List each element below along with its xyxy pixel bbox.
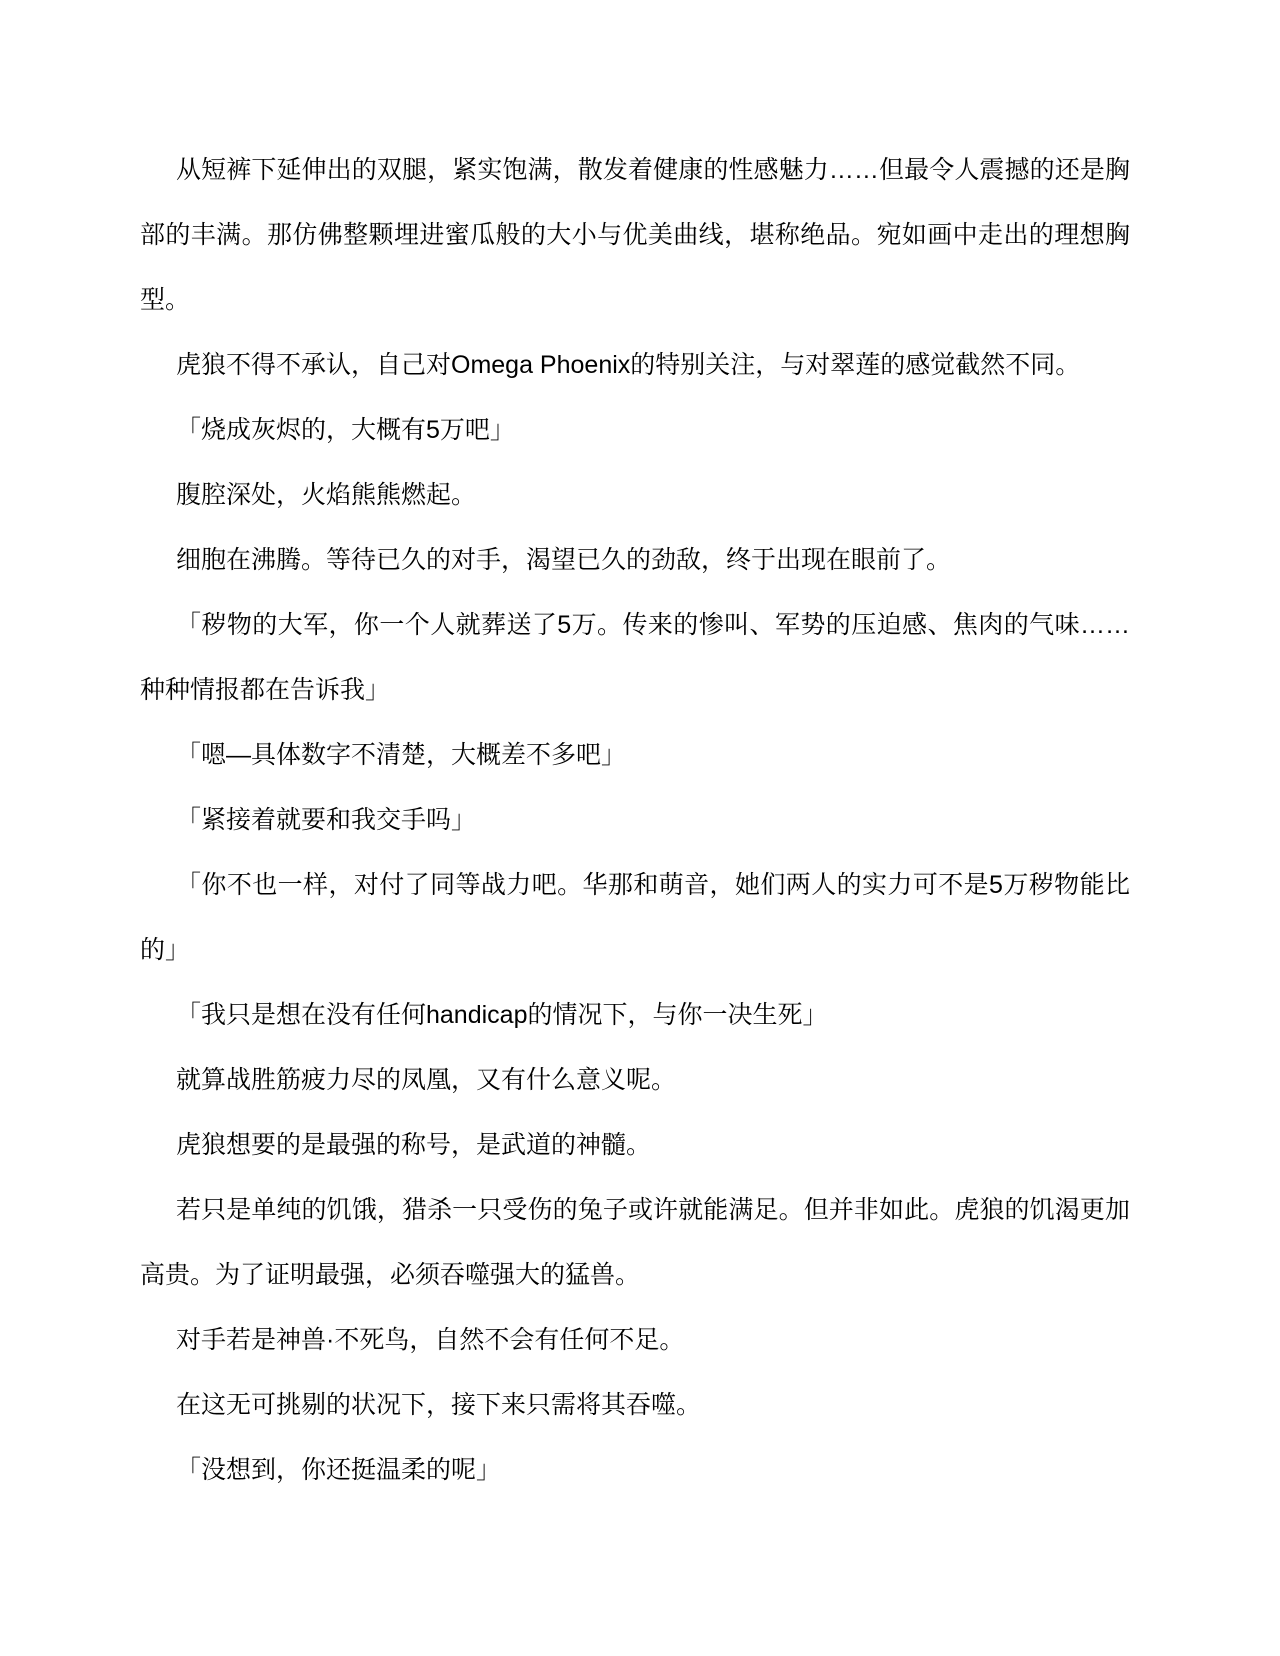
paragraph-15: 在这无可挑剔的状况下，接下来只需将其吞噬。: [176, 1391, 702, 1419]
paragraph-5: 细胞在沸腾。等待已久的对手，渴望已久的劲敌，终于出现在眼前了。: [176, 546, 952, 574]
paragraph-9: 「你不也一样，对付了同等战力吧。华那和萌音，她们两人的实力可不是5万秽物能比的」: [140, 871, 1130, 964]
paragraph-13: 若只是单纯的饥饿，猎杀一只受伤的兔子或许就能满足。但并非如此。虎狼的饥渴更加高贵。为了证明最强，必须吞噬强大的猛兽。: [140, 1196, 1130, 1289]
paragraph-4: 腹腔深处，火焰熊熊燃起。: [176, 481, 477, 509]
paragraph-8: 「紧接着就要和我交手吗」: [176, 806, 477, 834]
paragraph-1: 从短裤下延伸出的双腿，紧实饱满，散发着健康的性感魅力……但最令人震撼的还是胸部的丰满。那仿佛整颗埋进蜜瓜般的大小与优美曲线，堪称绝品。宛如画中走出的理想胸型。: [140, 156, 1130, 314]
paragraph-16: 「没想到，你还挺温柔的呢」: [176, 1456, 502, 1484]
paragraph-10: 「我只是想在没有任何handicap的情况下，与你一决生死」: [176, 1001, 828, 1029]
paragraph-3: 「烧成灰烬的，大概有5万吧」: [176, 416, 515, 444]
paragraph-11: 就算战胜筋疲力尽的凤凰，又有什么意义呢。: [176, 1066, 677, 1094]
paragraph-14: 对手若是神兽·不死鸟，自然不会有任何不足。: [176, 1326, 685, 1354]
paragraph-6: 「秽物的大军，你一个人就葬送了5万。传来的惨叫、军势的压迫感、焦肉的气味……种种情报都在告诉我」: [140, 611, 1130, 704]
paragraph-12: 虎狼想要的是最强的称号，是武道的神髓。: [176, 1131, 652, 1159]
paragraph-2: 虎狼不得不承认，自己对Omega Phoenix的特别关注，与对翠莲的感觉截然不同。: [176, 351, 1081, 379]
paragraph-7: 「嗯—具体数字不清楚，大概差不多吧」: [176, 741, 627, 769]
